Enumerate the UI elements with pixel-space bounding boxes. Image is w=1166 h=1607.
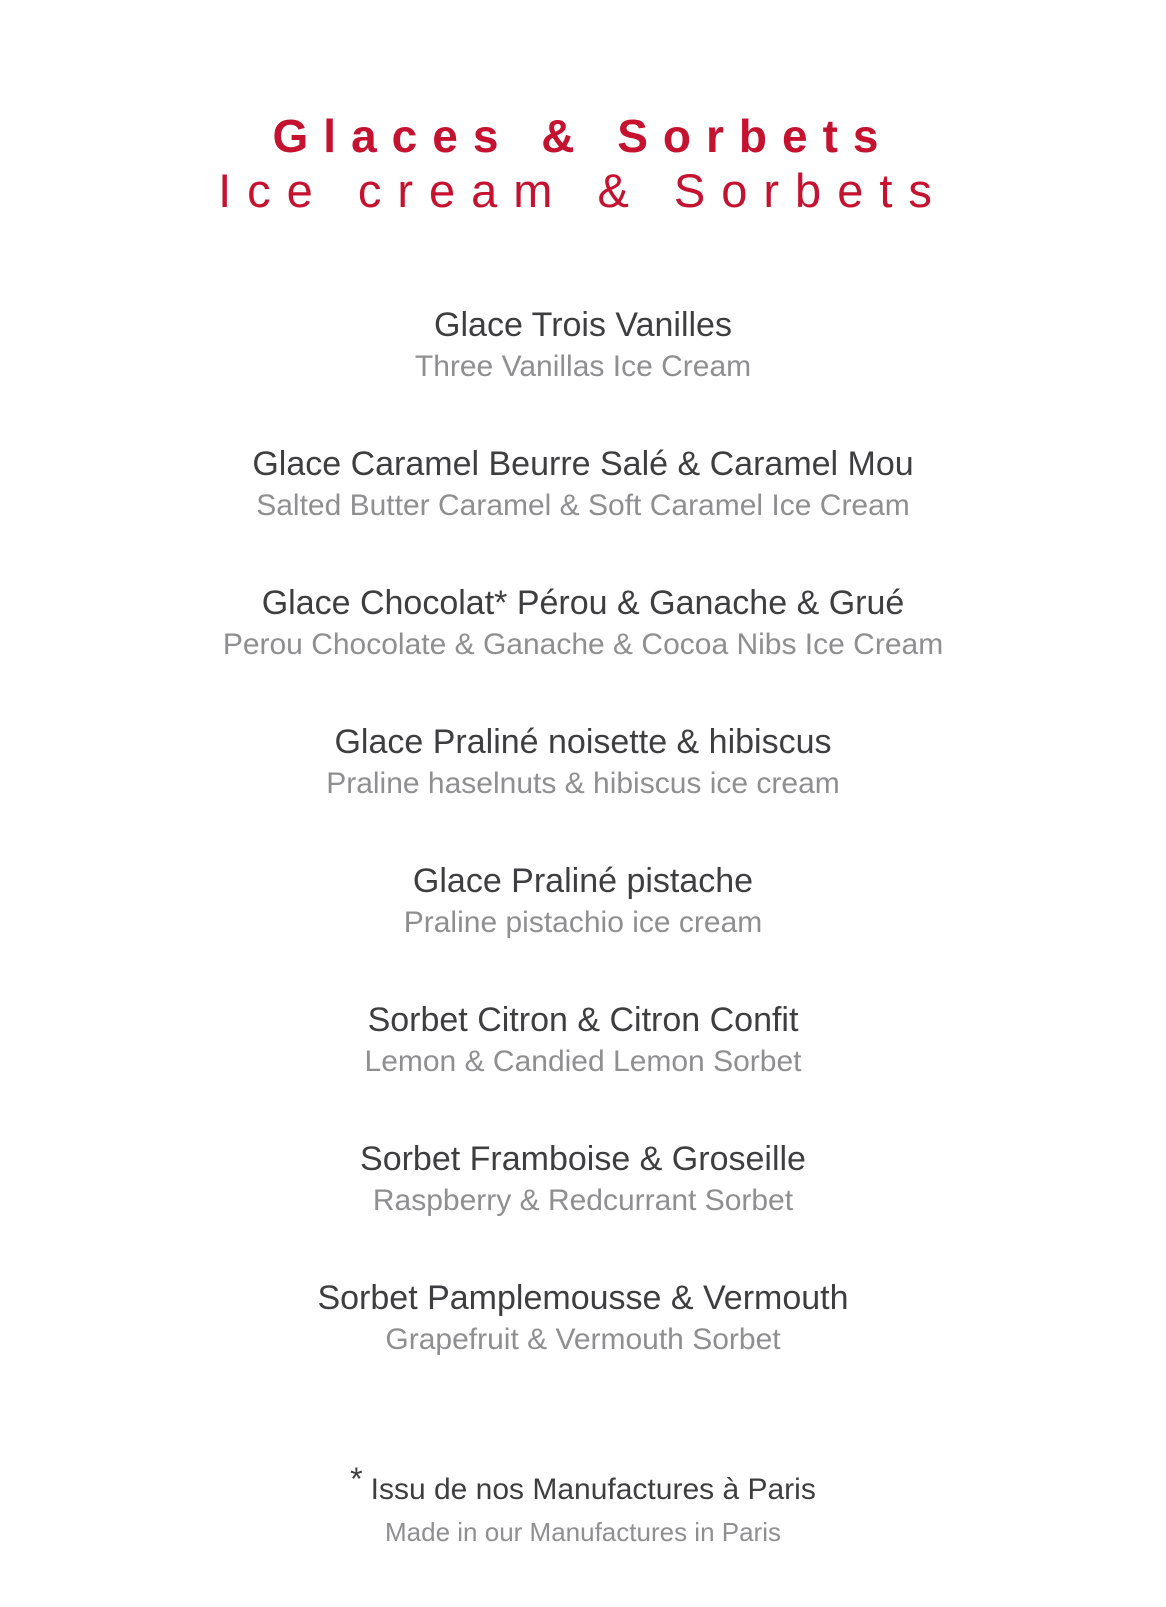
menu-item bbox=[223, 1139, 943, 1219]
footnote-text-fr bbox=[350, 1461, 816, 1508]
menu-item bbox=[223, 1000, 943, 1080]
item-name-en: Praline pistachio ice cream bbox=[403, 906, 763, 940]
menu-item bbox=[223, 305, 943, 385]
footnote-fr-label: Issu de nos Manufactures à Paris bbox=[370, 1473, 816, 1507]
footnote-text-en: Made in our Manufactures in Paris bbox=[385, 1517, 781, 1548]
item-name-en: Perou Chocolate & Ganache & Cocoa Nibs Ice Cream bbox=[222, 628, 944, 662]
page-title: Glaces & Sorbets bbox=[272, 110, 894, 162]
item-name-fr: Glace Praliné noisette & hibiscus bbox=[334, 723, 832, 762]
item-name-fr: Sorbet Citron & Citron Confit bbox=[367, 1001, 799, 1040]
asterisk-mark: * bbox=[350, 1461, 363, 1498]
footnote bbox=[350, 1461, 816, 1548]
item-name-fr: Sorbet Pamplemousse & Vermouth bbox=[317, 1279, 849, 1318]
menu-header bbox=[218, 110, 948, 215]
menu-item bbox=[223, 1278, 943, 1358]
item-name-en: Praline haselnuts & hibiscus ice cream bbox=[326, 767, 840, 801]
item-name-en: Raspberry & Redcurrant Sorbet bbox=[372, 1184, 794, 1218]
item-name-fr: Glace Caramel Beurre Salé & Caramel Mou bbox=[252, 445, 914, 484]
item-name-en: Grapefruit & Vermouth Sorbet bbox=[385, 1323, 781, 1357]
item-name-en: Salted Butter Caramel & Soft Caramel Ice Cream bbox=[256, 489, 910, 523]
item-name-fr: Sorbet Framboise & Groseille bbox=[360, 1140, 806, 1179]
item-name-fr: Glace Trois Vanilles bbox=[434, 306, 732, 345]
item-name-en: Lemon & Candied Lemon Sorbet bbox=[364, 1045, 802, 1079]
item-name-en: Three Vanillas Ice Cream bbox=[414, 350, 752, 384]
menu-list bbox=[223, 305, 943, 1417]
item-name-fr: Glace Chocolat* Pérou & Ganache & Grué bbox=[261, 584, 905, 623]
page-subtitle: Ice cream & Sorbets bbox=[218, 163, 948, 217]
menu-item bbox=[223, 861, 943, 941]
menu-item bbox=[223, 583, 943, 663]
item-name-fr: Glace Praliné pistache bbox=[412, 862, 754, 901]
menu-item bbox=[223, 722, 943, 802]
menu-item bbox=[223, 444, 943, 524]
